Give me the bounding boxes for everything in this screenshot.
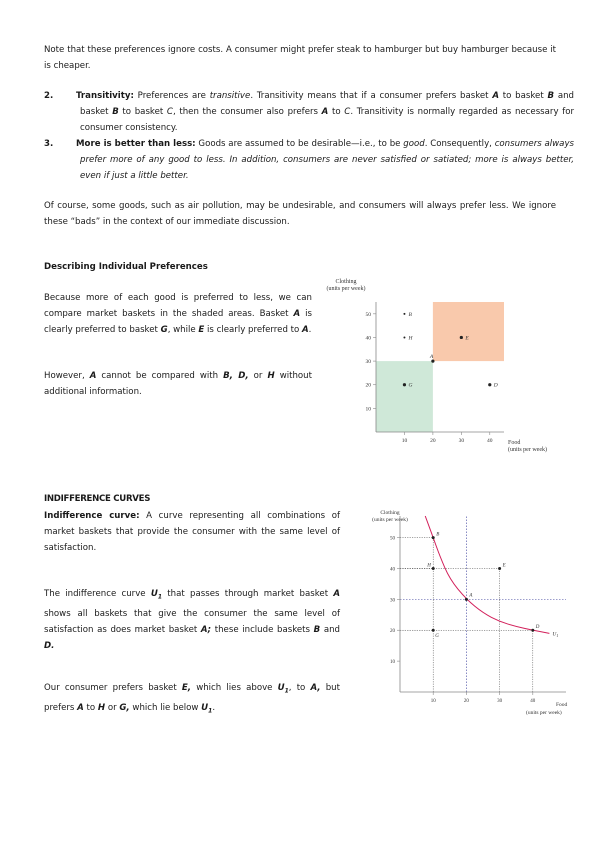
basket-point-b [432,536,435,539]
list-term: More is better than less: [76,139,196,149]
list-number: 2. [44,91,54,101]
y-tick-label: 50 [365,311,371,318]
x-axis-label: Food [508,440,521,446]
section-heading-preferences: Describing Individual Preferences [44,262,208,272]
definition-term: Indifference curve: [44,511,140,521]
preference-order-paragraph: Our consumer prefers basket E, which lies above $U_1$, to A, but prefers A to H or G, which lie below $U_1$. [44,683,340,715]
x-axis-unit: (units per week) [526,710,562,716]
basket-point-g [432,629,435,632]
basket-label-h: H [408,335,413,342]
x-tick-label: 10 [430,699,436,704]
basket-label-a: A [429,354,434,361]
x-axis-label: Food [556,702,568,708]
y-axis-label: Clothing [380,510,400,516]
x-tick-label: 30 [497,699,503,704]
x-tick-label: 10 [401,438,408,444]
list-number: 3. [44,139,54,149]
basket-label-b: B [436,532,440,538]
y-axis-unit: (units per week) [372,517,408,523]
y-tick-label: 20 [390,629,395,635]
basket-point-h [432,567,435,570]
basket-label-a: A [469,593,473,599]
intro-text: Note that these preferences ignore costs. A consumer might prefer steak to hamburger but buy hamburger because it is cheaper. [44,45,556,71]
indifference-curve-chart [346,506,586,718]
basket-label-b: B [408,311,412,318]
x-tick-label: 40 [530,699,536,704]
intro-paragraph [44,42,556,74]
x-tick-label: 40 [487,438,493,444]
basket-label-e: E [465,335,469,342]
basket-label-d: D [535,625,540,631]
y-tick-label: 40 [365,335,371,342]
comparison-paragraph: However, A cannot be compared with B, D, or H without additional information. [44,371,312,397]
y-tick-label: 10 [390,660,395,666]
list-item-transitivity: 2. Transitivity: Preferences are transitive. Transitivity means that if a consumer prefers basket A to basket B and basket B to basket C, then the consumer also prefers A to C. Transitivity is normally regarded as necessary for consumer consistency. [62,88,574,136]
y-tick-label: 50 [390,536,395,542]
bads-paragraph: Of course, some goods, such as air pollution, may be undesirable, and consumers will always prefer less. We ignore these “bads” in the context of our immediate discussion. [44,201,556,227]
y-tick-label: 40 [390,567,395,573]
y-tick-label: 30 [390,598,395,604]
basket-point-d [531,629,534,632]
basket-label-e: E [502,563,506,569]
basket-point-h [403,336,405,338]
x-tick-label: 30 [458,438,465,444]
basket-point-g [403,383,406,386]
x-axis-unit: (units per week) [508,447,547,453]
basket-label-h: H [427,563,431,569]
indifference-definition: Indifference curve: A curve representing all combinations of market baskets that provide the consumer with the same level of satisfaction. [44,511,340,553]
basket-label-g: G [435,634,439,640]
basket-point-a [465,598,468,601]
region-preferred [433,302,504,361]
u1-paragraph: The indifference curve $U_1$ that passes through market basket A shows all baskets that give the consumer the same level of satisfaction as does market basket A; these include baskets B and D. [44,589,341,651]
y-tick-label: 10 [365,406,371,413]
basket-label-g: G [408,382,413,389]
curve-label-sub: 1 [556,632,559,638]
preferences-paragraph: Because more of each good is preferred to less, we can compare market baskets in the shaded areas. Basket A is clearly preferred to basket G, while E is clearly preferred to A. [44,293,312,335]
y-tick-label: 20 [365,382,371,389]
basket-point-e [460,336,463,339]
basket-point-b [403,313,405,315]
list-term: Transitivity: [76,91,134,101]
indifference-curve-u1 [425,516,549,633]
basket-point-d [488,383,491,386]
y-tick-label: 30 [365,359,371,366]
y-axis-label: Clothing [335,279,357,285]
x-tick-label: 20 [463,699,469,704]
basket-point-e [498,567,501,570]
section-heading-indifference: INDIFFERENCE CURVES [44,494,151,504]
curve-label-u1: $U_1$ [552,631,559,638]
list-item-more-is-better: 3. More is better than less: Goods are assumed to be desirable—i.e., to be good. Consequently, consumers always prefer more of any good to less. In addition, consumers are never satisfied or satiated; more is always better, even if just a little better. [62,136,574,184]
basket-label-d: D [493,382,498,389]
region-less-preferred [376,361,433,432]
y-axis-unit: (units per week) [326,286,366,292]
market-baskets-chart [316,274,566,460]
x-tick-label: 20 [430,438,436,444]
